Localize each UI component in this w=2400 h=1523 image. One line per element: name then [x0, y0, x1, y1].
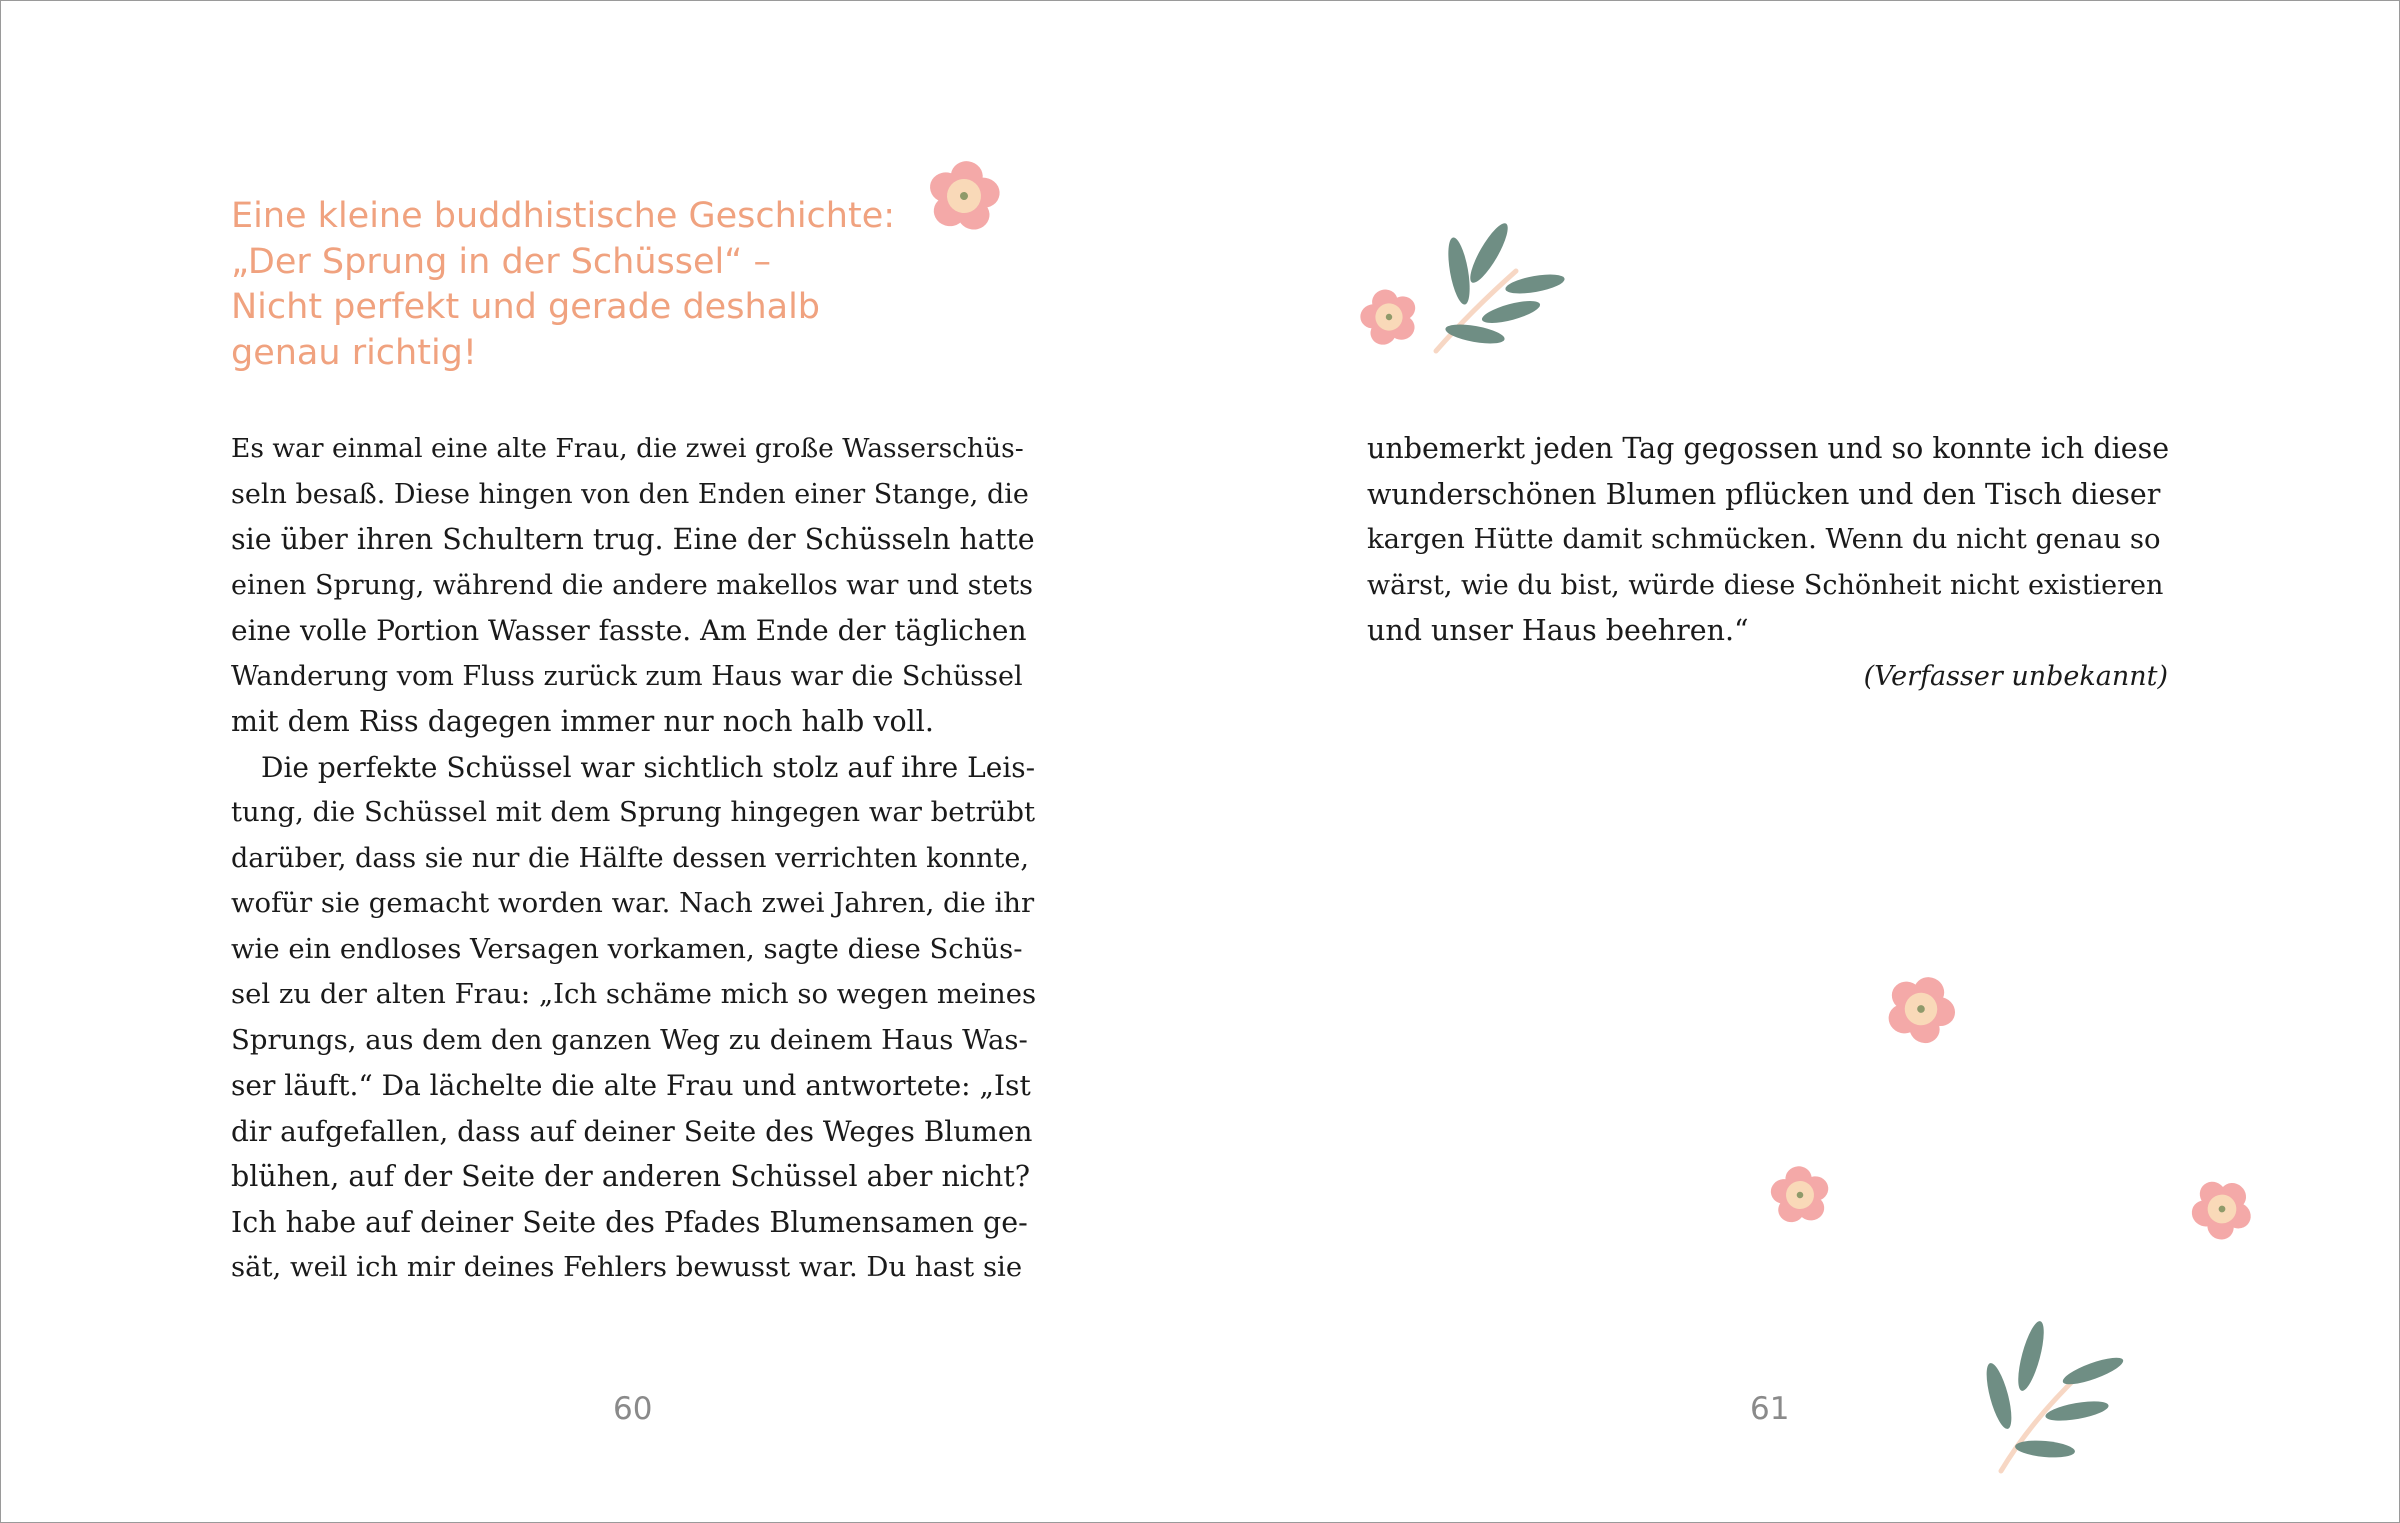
text-line: Die perfekte Schüssel war sichtlich stolz auf ihre Leis-	[261, 750, 1036, 784]
heading-line: genau richtig!	[231, 332, 477, 373]
text-line: Es war einmal eine alte Frau, die zwei große Wasserschüs-	[231, 433, 1024, 464]
text-line: Wanderung vom Fluss zurück zum Haus war die Schüssel	[231, 660, 1023, 692]
text-line: kargen Hütte damit schmücken. Wenn du nicht genau so	[1367, 523, 2161, 555]
right-page-body	[1367, 426, 2170, 654]
text-line: wunderschönen Blumen pflücken und den Tisch dieser	[1367, 477, 2161, 511]
pink-flower-icon	[1353, 281, 1425, 353]
text-line: sie über ihren Schultern trug. Eine der Schüsseln hatte	[231, 523, 1035, 556]
text-line: und unser Haus beehren.“	[1367, 614, 1749, 647]
pink-flower-icon	[1878, 966, 1964, 1052]
pink-flower-icon	[2184, 1171, 2260, 1247]
text-line: sel zu der alten Frau: „Ich schäme mich so wegen meines	[231, 978, 1037, 1010]
leaf-branch-icon	[1981, 1311, 2126, 1476]
text-line: wärst, wie du bist, würde diese Schönheit nicht existieren	[1367, 569, 2164, 601]
text-line: dir aufgefallen, dass auf deiner Seite des Weges Blumen	[231, 1114, 1033, 1148]
text-line: sät, weil ich mir deines Fehlers bewusst war. Du hast sie	[231, 1251, 1023, 1283]
left-page-body	[231, 426, 1036, 1291]
text-line: darüber, dass sie nur die Hälfte dessen verrichten konnte,	[231, 842, 1029, 874]
text-line: unbemerkt jeden Tag gegossen und so konnte ich diese	[1367, 432, 2170, 465]
text-line: Sprungs, aus dem den ganzen Weg zu deinem Haus Was-	[231, 1023, 1028, 1056]
pink-flower-icon	[1763, 1158, 1837, 1232]
attribution: (Verfasser unbekannt)	[1863, 661, 2168, 692]
page-number-left: 60	[613, 1391, 653, 1427]
text-line: wie ein endloses Versagen vorkamen, sagte diese Schüs-	[231, 932, 1023, 965]
text-line: Ich habe auf deiner Seite des Pfades Blumensamen ge-	[231, 1205, 1028, 1239]
text-line: seln besaß. Diese hingen von den Enden einer Stange, die	[231, 478, 1029, 510]
heading-line: „Der Sprung in der Schüssel“ –	[231, 241, 772, 282]
text-line: ser läuft.“ Da lächelte die alte Frau und antwortete: „Ist	[231, 1069, 1031, 1102]
text-line: wofür sie gemacht worden war. Nach zwei Jahren, die ihr	[231, 887, 1035, 919]
text-line: blühen, auf der Seite der anderen Schüssel aber nicht?	[231, 1160, 1030, 1193]
text-line: eine volle Portion Wasser fasste. Am Ende der täglichen	[231, 614, 1027, 647]
text-line: einen Sprung, während die andere makellos war und stets	[231, 569, 1034, 601]
leaf-branch-icon	[1431, 216, 1571, 356]
pink-flower-icon	[919, 151, 1009, 241]
page-number-right: 61	[1750, 1391, 1790, 1427]
heading-line: Eine kleine buddhistische Geschichte:	[231, 196, 896, 236]
text-line: tung, die Schüssel mit dem Sprung hingegen war betrübt	[231, 796, 1036, 828]
heading-line: Nicht perfekt und gerade deshalb	[231, 287, 821, 327]
text-line: mit dem Riss dagegen immer nur noch halb voll.	[231, 705, 934, 738]
chapter-heading	[231, 194, 931, 376]
